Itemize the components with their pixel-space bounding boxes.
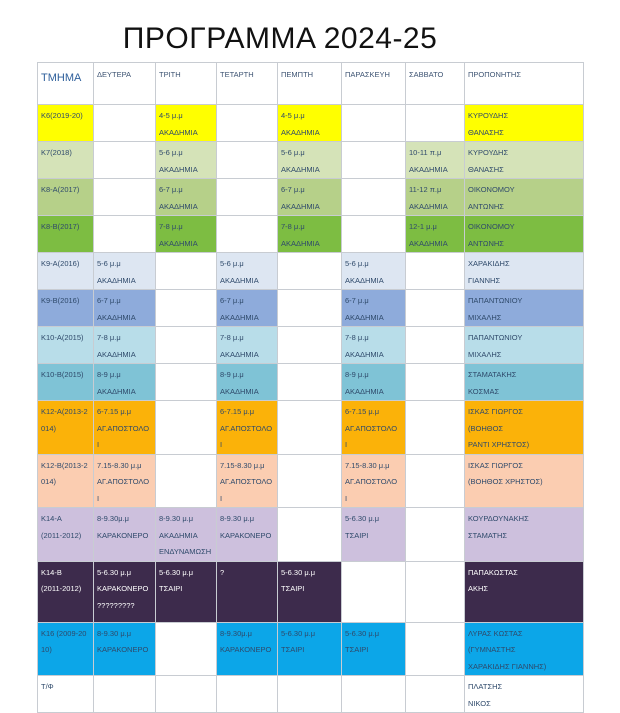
session-cell [278, 290, 342, 327]
coach-cell: ΣΤΑΜΑΤΑΚΗΣ ΚΟΣΜΑΣ [465, 364, 584, 401]
session-cell [156, 676, 217, 713]
session-cell [156, 364, 217, 401]
session-cell: 7-8 μ.μ ΑΚΑΔΗΜΙΑ [217, 327, 278, 364]
coach-cell: ΠΛΑΤΣΗΣ ΝΙΚΟΣ [465, 676, 584, 713]
session-cell: 11-12 π.μ ΑΚΑΔΗΜΙΑ [406, 179, 465, 216]
session-cell: ? [217, 561, 278, 622]
session-cell [278, 454, 342, 508]
session-cell: 6-7.15 μ.μ ΑΓ.ΑΠΟΣΤΟΛΟ Ι [342, 401, 406, 455]
team-cell: Κ7(2018) [38, 142, 94, 179]
session-cell: 6-7 μ.μ ΑΚΑΔΗΜΙΑ [217, 290, 278, 327]
session-cell [156, 253, 217, 290]
coach-cell: ΚΥΡΟΥΔΗΣ ΘΑΝΑΣΗΣ [465, 142, 584, 179]
coach-cell: ΚΥΡΟΥΔΗΣ ΘΑΝΑΣΗΣ [465, 105, 584, 142]
session-cell: 6-7 μ.μ ΑΚΑΔΗΜΙΑ [342, 290, 406, 327]
column-header: ΠΕΜΠΤΗ [278, 63, 342, 105]
schedule-row [38, 253, 584, 290]
session-cell [94, 216, 156, 253]
session-cell [278, 508, 342, 562]
session-cell: 5-6 μ.μ ΑΚΑΔΗΜΙΑ [278, 142, 342, 179]
session-cell [156, 622, 217, 676]
session-cell: 7-8 μ.μ ΑΚΑΔΗΜΙΑ [342, 327, 406, 364]
session-cell [406, 290, 465, 327]
session-cell: 5-6.30 μ.μ ΤΣΑΙΡΙ [278, 622, 342, 676]
coach-cell: ΟΙΚΟΝΟΜΟΥ ΑΝΤΩΝΗΣ [465, 216, 584, 253]
session-cell: 6-7.15 μ.μ ΑΓ.ΑΠΟΣΤΟΛΟ Ι [217, 401, 278, 455]
session-cell: 5-6.30 μ.μ ΤΣΑΙΡΙ [278, 561, 342, 622]
session-cell: 8-9 μ.μ ΑΚΑΔΗΜΙΑ [94, 364, 156, 401]
session-cell: 7-8 μ.μ ΑΚΑΔΗΜΙΑ [278, 216, 342, 253]
session-cell: 7-8 μ.μ ΑΚΑΔΗΜΙΑ [94, 327, 156, 364]
session-cell: 5-6.30 μ.μ ΤΣΑΙΡΙ [342, 622, 406, 676]
schedule-row [38, 327, 584, 364]
schedule-row [38, 142, 584, 179]
header-row [38, 63, 584, 105]
coach-cell: ΠΑΠΑΚΩΣΤΑΣ ΑΚΗΣ [465, 561, 584, 622]
coach-cell: ΠΑΠΑΝΤΩΝΙΟΥ ΜΙΧΑΛΗΣ [465, 290, 584, 327]
schedule-row [38, 364, 584, 401]
session-cell [342, 676, 406, 713]
column-header: ΣΑΒΒΑΤΟ [406, 63, 465, 105]
session-cell: 5-6 μ.μ ΑΚΑΔΗΜΙΑ [94, 253, 156, 290]
coach-cell: ΚΟΥΡΔΟΥΝΑΚΗΣ ΣΤΑΜΑΤΗΣ [465, 508, 584, 562]
session-cell: 8-9.30 μ.μ ΚΑΡΑΚΟΝΕΡΟ [217, 508, 278, 562]
column-header: ΠΑΡΑΣΚΕΥΗ [342, 63, 406, 105]
session-cell: 5-6.30 μ.μ ΚΑΡΑΚΟΝΕΡΟ ????????? [94, 561, 156, 622]
team-cell: Κ16 (2009-2010) [38, 622, 94, 676]
session-cell: 8-9.30μ.μ ΚΑΡΑΚΟΝΕΡΟ [217, 622, 278, 676]
team-cell: Κ10-Β(2015) [38, 364, 94, 401]
team-cell: Κ14-Β (2011-2012) [38, 561, 94, 622]
team-cell: Κ10-Α(2015) [38, 327, 94, 364]
session-cell [94, 142, 156, 179]
coach-cell: ΛΥΡΑΣ ΚΩΣΤΑΣ (ΓΥΜΝΑΣΤΗΣ ΧΑΡΑΚΙΔΗΣ ΓΙΑΝΝΗΣ) [465, 622, 584, 676]
session-cell [156, 454, 217, 508]
team-cell: Κ8-Α(2017) [38, 179, 94, 216]
column-header: ΤΕΤΑΡΤΗ [217, 63, 278, 105]
session-cell [342, 142, 406, 179]
column-header: ΤΡΙΤΗ [156, 63, 217, 105]
coach-cell: ΙΣΚΑΣ ΓΙΩΡΓΟΣ (ΒΟΗΘΟΣ ΡΑΝΤΙ ΧΡΗΣΤΟΣ) [465, 401, 584, 455]
team-cell: Τ/Φ [38, 676, 94, 713]
session-cell: 5-6.30 μ.μ ΤΣΑΙΡΙ [156, 561, 217, 622]
column-header: ΤΜΗΜΑ [38, 63, 94, 105]
session-cell [278, 364, 342, 401]
session-cell [217, 105, 278, 142]
coach-cell: ΟΙΚΟΝΟΜΟΥ ΑΝΤΩΝΗΣ [465, 179, 584, 216]
session-cell [278, 401, 342, 455]
session-cell [217, 142, 278, 179]
session-cell [278, 676, 342, 713]
session-cell [156, 327, 217, 364]
session-cell [406, 105, 465, 142]
session-cell [342, 105, 406, 142]
column-header: ΔΕΥΤΕΡΑ [94, 63, 156, 105]
session-cell: 5-6.30 μ.μ ΤΣΑΙΡΙ [342, 508, 406, 562]
session-cell: 8-9.30μ.μ ΚΑΡΑΚΟΝΕΡΟ [94, 508, 156, 562]
schedule-row [38, 401, 584, 455]
column-header: ΠΡΟΠΟΝΗΤΗΣ [465, 63, 584, 105]
schedule-row [38, 454, 584, 508]
session-cell: 6-7 μ.μ ΑΚΑΔΗΜΙΑ [278, 179, 342, 216]
session-cell: 8-9 μ.μ ΑΚΑΔΗΜΙΑ [217, 364, 278, 401]
team-cell: Κ9-Β(2016) [38, 290, 94, 327]
session-cell [278, 327, 342, 364]
page-title: ΠΡΟΓΡΑΜΜΑ 2024-25 [122, 22, 438, 55]
team-cell: Κ9-Α(2016) [38, 253, 94, 290]
coach-cell: ΠΑΠΑΝΤΩΝΙΟΥ ΜΙΧΑΛΗΣ [465, 327, 584, 364]
team-cell: Κ12-Β(2013-2014) [38, 454, 94, 508]
session-cell [406, 561, 465, 622]
session-cell [156, 290, 217, 327]
session-cell: 8-9.30 μ.μ ΑΚΑΔΗΜΙΑ ΕΝΔΥΝΑΜΩΣΗ [156, 508, 217, 562]
session-cell [406, 622, 465, 676]
session-cell [217, 676, 278, 713]
session-cell [94, 179, 156, 216]
coach-cell: ΧΑΡΑΚΙΔΗΣ ΓΙΑΝΝΗΣ [465, 253, 584, 290]
schedule-row [38, 561, 584, 622]
session-cell [217, 179, 278, 216]
session-cell [406, 364, 465, 401]
session-cell: 7.15-8.30 μ.μ ΑΓ.ΑΠΟΣΤΟΛΟ Ι [217, 454, 278, 508]
session-cell [156, 401, 217, 455]
session-cell: 7-8 μ.μ ΑΚΑΔΗΜΙΑ [156, 216, 217, 253]
session-cell [342, 561, 406, 622]
session-cell: 10-11 π.μ ΑΚΑΔΗΜΙΑ [406, 142, 465, 179]
schedule-row [38, 216, 584, 253]
schedule-row [38, 105, 584, 142]
schedule-row [38, 290, 584, 327]
schedule-table [37, 62, 584, 713]
session-cell: 4-5 μ.μ ΑΚΑΔΗΜΙΑ [156, 105, 217, 142]
schedule-row [38, 179, 584, 216]
session-cell [406, 327, 465, 364]
team-cell: Κ14-Α (2011-2012) [38, 508, 94, 562]
schedule-row [38, 508, 584, 562]
session-cell [406, 253, 465, 290]
session-cell [94, 676, 156, 713]
session-cell: 6-7.15 μ.μ ΑΓ.ΑΠΟΣΤΟΛΟ Ι [94, 401, 156, 455]
session-cell [406, 454, 465, 508]
session-cell [278, 253, 342, 290]
session-cell: 7.15-8.30 μ.μ ΑΓ.ΑΠΟΣΤΟΛΟ Ι [94, 454, 156, 508]
session-cell [94, 105, 156, 142]
session-cell [342, 216, 406, 253]
team-cell: Κ12-Α(2013-2014) [38, 401, 94, 455]
session-cell: 4-5 μ.μ ΑΚΑΔΗΜΙΑ [278, 105, 342, 142]
session-cell [406, 508, 465, 562]
session-cell: 6-7 μ.μ ΑΚΑΔΗΜΙΑ [94, 290, 156, 327]
session-cell: 7.15-8.30 μ.μ ΑΓ.ΑΠΟΣΤΟΛΟ Ι [342, 454, 406, 508]
session-cell [217, 216, 278, 253]
session-cell: 8-9 μ.μ ΑΚΑΔΗΜΙΑ [342, 364, 406, 401]
team-cell: Κ8-Β(2017) [38, 216, 94, 253]
session-cell [406, 676, 465, 713]
session-cell: 8-9.30 μ.μ ΚΑΡΑΚΟΝΕΡΟ [94, 622, 156, 676]
session-cell [406, 401, 465, 455]
schedule-row [38, 676, 584, 713]
schedule-row [38, 622, 584, 676]
session-cell: 12-1 μ.μ ΑΚΑΔΗΜΙΑ [406, 216, 465, 253]
coach-cell: ΙΣΚΑΣ ΓΙΩΡΓΟΣ (ΒΟΗΘΟΣ ΧΡΗΣΤΟΣ) [465, 454, 584, 508]
session-cell: 5-6 μ.μ ΑΚΑΔΗΜΙΑ [217, 253, 278, 290]
session-cell: 6-7 μ.μ ΑΚΑΔΗΜΙΑ [156, 179, 217, 216]
session-cell [342, 179, 406, 216]
session-cell: 5-6 μ.μ ΑΚΑΔΗΜΙΑ [156, 142, 217, 179]
team-cell: Κ6(2019-20) [38, 105, 94, 142]
session-cell: 5-6 μ.μ ΑΚΑΔΗΜΙΑ [342, 253, 406, 290]
